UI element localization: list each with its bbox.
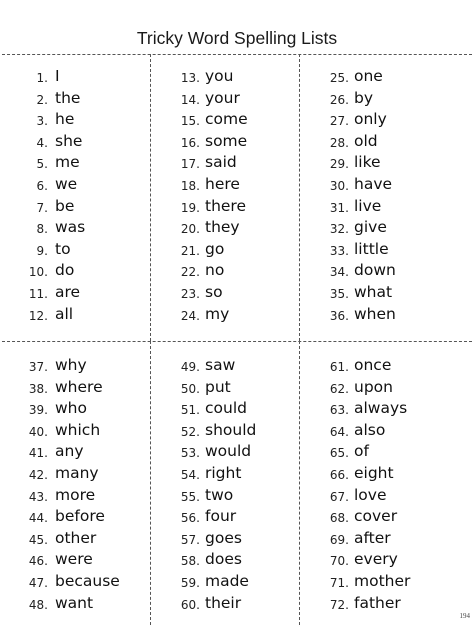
item-number: 31.: [329, 200, 349, 215]
spelling-word: give: [354, 218, 387, 237]
item-number: 60.: [180, 597, 200, 612]
spelling-word: right: [205, 463, 242, 482]
middle-divider: [2, 341, 472, 342]
item-number: 38.: [28, 381, 48, 396]
item-number: 37.: [28, 360, 48, 374]
spelling-word: always: [354, 399, 408, 418]
spelling-word: love: [354, 485, 387, 504]
spelling-word: no: [205, 261, 225, 280]
spelling-word: goes: [205, 528, 242, 547]
item-number: 67.: [329, 489, 349, 504]
spelling-word: every: [354, 550, 398, 569]
item-number: 30.: [329, 178, 349, 193]
spelling-word: their: [205, 593, 242, 612]
spelling-word: by: [354, 88, 374, 107]
item-number: 48.: [28, 597, 48, 612]
item-number: 18.: [180, 178, 200, 193]
item-number: 46.: [28, 554, 48, 569]
spelling-word: like: [354, 153, 381, 172]
page-title: Tricky Word Spelling Lists: [136, 28, 338, 48]
item-number: 17.: [180, 157, 200, 172]
top-divider: [2, 54, 472, 55]
spelling-word: down: [354, 261, 396, 280]
item-number: 22.: [180, 265, 200, 280]
item-number: 4.: [36, 135, 48, 150]
spelling-word: two: [205, 485, 234, 504]
item-number: 39.: [28, 403, 48, 418]
spelling-word: one: [354, 67, 383, 85]
item-number: 68.: [329, 511, 349, 526]
item-number: 66.: [329, 467, 349, 482]
spelling-word: old: [354, 131, 378, 150]
spelling-word: want: [55, 593, 94, 612]
spelling-word: put: [205, 377, 231, 396]
item-number: 62.: [329, 381, 349, 396]
item-number: 61.: [329, 360, 349, 374]
item-number: 54.: [180, 467, 200, 482]
item-number: 42.: [28, 467, 48, 482]
item-number: 25.: [329, 71, 349, 85]
item-number: 51.: [180, 403, 200, 418]
spelling-word: have: [354, 174, 393, 193]
spelling-word: me: [55, 153, 80, 172]
spelling-word: all: [55, 304, 74, 323]
item-number: 27.: [329, 114, 349, 129]
spelling-word: he: [55, 110, 75, 129]
item-number: 41.: [28, 446, 48, 461]
item-number: 26.: [329, 92, 349, 107]
spelling-word: could: [205, 399, 247, 418]
spelling-word: be: [55, 196, 75, 215]
spelling-word: once: [354, 356, 392, 374]
spelling-word: also: [354, 420, 386, 439]
item-number: 69.: [329, 532, 349, 547]
item-number: 49.: [180, 360, 200, 374]
spelling-word: some: [205, 131, 248, 150]
item-number: 23.: [180, 286, 200, 301]
item-number: 50.: [180, 381, 200, 396]
item-number: 36.: [329, 308, 349, 323]
item-number: 43.: [28, 489, 48, 504]
spelling-word: saw: [205, 356, 236, 374]
spelling-word: I: [55, 67, 60, 85]
spelling-word: more: [55, 485, 96, 504]
item-number: 47.: [28, 575, 48, 590]
spelling-word: eight: [354, 463, 394, 482]
spelling-word: my: [205, 304, 230, 323]
item-number: 7.: [36, 200, 48, 215]
spelling-word: would: [205, 442, 252, 461]
item-number: 71.: [329, 575, 349, 590]
item-number: 21.: [180, 243, 200, 258]
item-number: 5.: [36, 157, 48, 172]
item-number: 58.: [180, 554, 200, 569]
item-number: 9.: [36, 243, 48, 258]
item-number: 65.: [329, 446, 349, 461]
spelling-word: are: [55, 282, 81, 301]
spelling-word: of: [354, 442, 369, 461]
item-number: 12.: [28, 308, 48, 323]
spelling-word: there: [205, 196, 247, 215]
item-number: 33.: [329, 243, 349, 258]
spelling-word: to: [55, 239, 71, 258]
spelling-word: mother: [354, 571, 411, 590]
item-number: 3.: [36, 114, 48, 129]
item-number: 13.: [180, 71, 200, 85]
page-number: 194: [459, 612, 470, 620]
spelling-word: before: [55, 507, 105, 526]
spelling-word: other: [55, 528, 97, 547]
spelling-word: when: [354, 304, 396, 323]
spelling-word: where: [55, 377, 103, 396]
item-number: 63.: [329, 403, 349, 418]
spelling-word: why: [55, 356, 87, 374]
spelling-word: any: [55, 442, 84, 461]
item-number: 72.: [329, 597, 349, 612]
spelling-word: made: [205, 571, 249, 590]
spelling-word: because: [55, 571, 120, 590]
spelling-word: what: [354, 282, 393, 301]
spelling-word: said: [205, 153, 237, 172]
spelling-word: come: [205, 110, 248, 129]
spelling-word: do: [55, 261, 75, 280]
spelling-word: live: [354, 196, 382, 215]
item-number: 45.: [28, 532, 48, 547]
item-number: 70.: [329, 554, 349, 569]
item-number: 29.: [329, 157, 349, 172]
item-number: 28.: [329, 135, 349, 150]
item-number: 10.: [28, 265, 48, 280]
item-number: 57.: [180, 532, 200, 547]
item-number: 64.: [329, 424, 349, 439]
spelling-word: you: [205, 67, 234, 85]
item-number: 19.: [180, 200, 200, 215]
spelling-word: little: [354, 239, 389, 258]
spelling-word: they: [205, 218, 240, 237]
spelling-word: we: [55, 174, 78, 193]
item-number: 6.: [36, 178, 48, 193]
item-number: 24.: [180, 308, 200, 323]
item-number: 20.: [180, 222, 200, 237]
item-number: 52.: [180, 424, 200, 439]
item-number: 1.: [36, 71, 48, 85]
item-number: 14.: [180, 92, 200, 107]
spelling-word: who: [55, 399, 87, 418]
spelling-word: so: [205, 282, 223, 301]
spelling-word: does: [205, 550, 242, 569]
spelling-word: many: [55, 463, 99, 482]
item-number: 16.: [180, 135, 200, 150]
item-number: 34.: [329, 265, 349, 280]
item-number: 15.: [180, 114, 200, 129]
spelling-word: here: [205, 174, 240, 193]
item-number: 11.: [28, 286, 48, 301]
spelling-word: were: [55, 550, 93, 569]
item-number: 44.: [28, 511, 48, 526]
spelling-word: four: [205, 507, 237, 526]
spelling-word: the: [55, 88, 81, 107]
spelling-word: should: [205, 420, 257, 439]
spelling-word: which: [55, 420, 101, 439]
spelling-word: she: [55, 131, 83, 150]
spelling-word: upon: [354, 377, 393, 396]
item-number: 8.: [36, 222, 48, 237]
item-number: 56.: [180, 511, 200, 526]
spelling-word: was: [55, 218, 86, 237]
item-number: 59.: [180, 575, 200, 590]
item-number: 53.: [180, 446, 200, 461]
spelling-word: go: [205, 239, 225, 258]
item-number: 35.: [329, 286, 349, 301]
item-number: 55.: [180, 489, 200, 504]
spelling-word: only: [354, 110, 387, 129]
spelling-word: your: [205, 88, 240, 107]
item-number: 2.: [36, 92, 48, 107]
spelling-word: father: [354, 593, 401, 612]
spelling-word: cover: [354, 507, 398, 526]
item-number: 32.: [329, 222, 349, 237]
item-number: 40.: [28, 424, 48, 439]
spelling-word: after: [354, 528, 391, 547]
